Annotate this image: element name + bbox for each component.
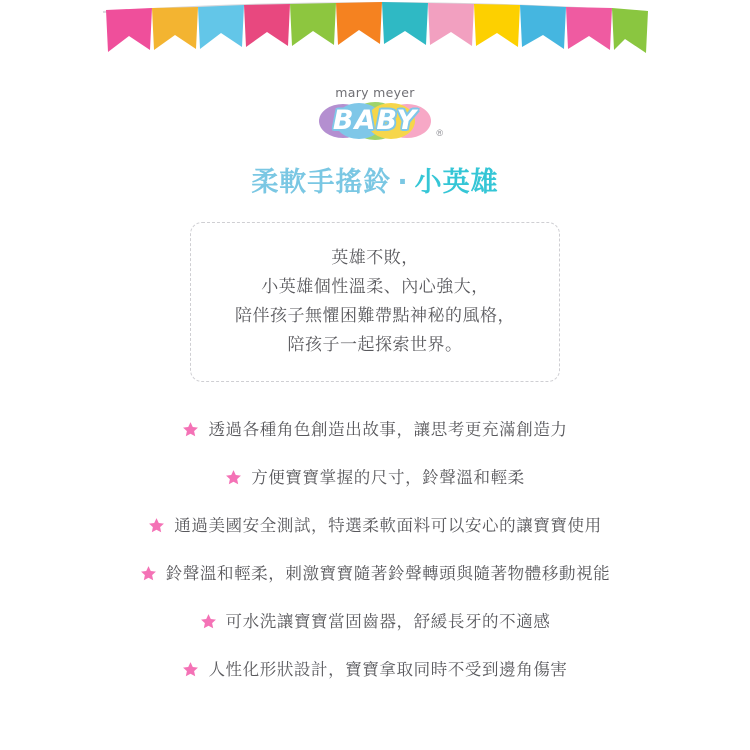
feature-text: 通過美國安全測試，特選柔軟面料可以安心的讓寶寶使用: [174, 516, 602, 535]
star-icon: [140, 565, 157, 582]
list-item: [0, 452, 750, 500]
feature-text: 方便寶寶掌握的尺寸，鈴聲溫和輕柔: [251, 468, 525, 487]
quote-line: 陪孩子一起探索世界。: [287, 335, 463, 355]
logo-brand-text: BABY: [332, 105, 418, 136]
quote-line: 英雄不敗，: [331, 248, 419, 268]
list-item: [0, 644, 750, 692]
star-icon: [182, 421, 199, 438]
brand-logo: [0, 86, 750, 147]
feature-text: 可水洗讓寶寶當固齒器，舒緩長牙的不適感: [225, 612, 551, 631]
list-item: [0, 548, 750, 596]
feature-text: 鈴聲溫和輕柔，刺激寶寶隨著鈴聲轉頭與隨著物體移動視能: [165, 564, 611, 583]
feature-text: 透過各種角色創造出故事，讓思考更充滿創造力: [208, 420, 568, 439]
title-hero: 小英雄: [414, 167, 499, 198]
feature-text: 人性化形狀設計，寶寶拿取同時不受到邊角傷害: [208, 660, 568, 679]
feature-list: [0, 404, 750, 692]
page-title: [0, 160, 750, 199]
star-icon: [148, 517, 165, 534]
logo-script-text: mary meyer: [335, 85, 415, 100]
list-item: [0, 596, 750, 644]
list-item: [0, 404, 750, 452]
registered-trademark-mark: ®: [436, 128, 443, 138]
quote-line: 小英雄個性溫柔、內心強大，: [261, 277, 489, 297]
title-prefix: 柔軟手搖鈴: [251, 167, 392, 198]
decorative-bunting-flags: [0, 0, 750, 62]
quote-box: [190, 222, 560, 382]
list-item: [0, 500, 750, 548]
star-icon: [225, 469, 242, 486]
quote-line: 陪伴孩子無懼困難帶點神秘的風格，: [235, 306, 515, 326]
title-separator: ·: [397, 167, 409, 198]
star-icon: [182, 661, 199, 678]
star-icon: [200, 613, 217, 630]
